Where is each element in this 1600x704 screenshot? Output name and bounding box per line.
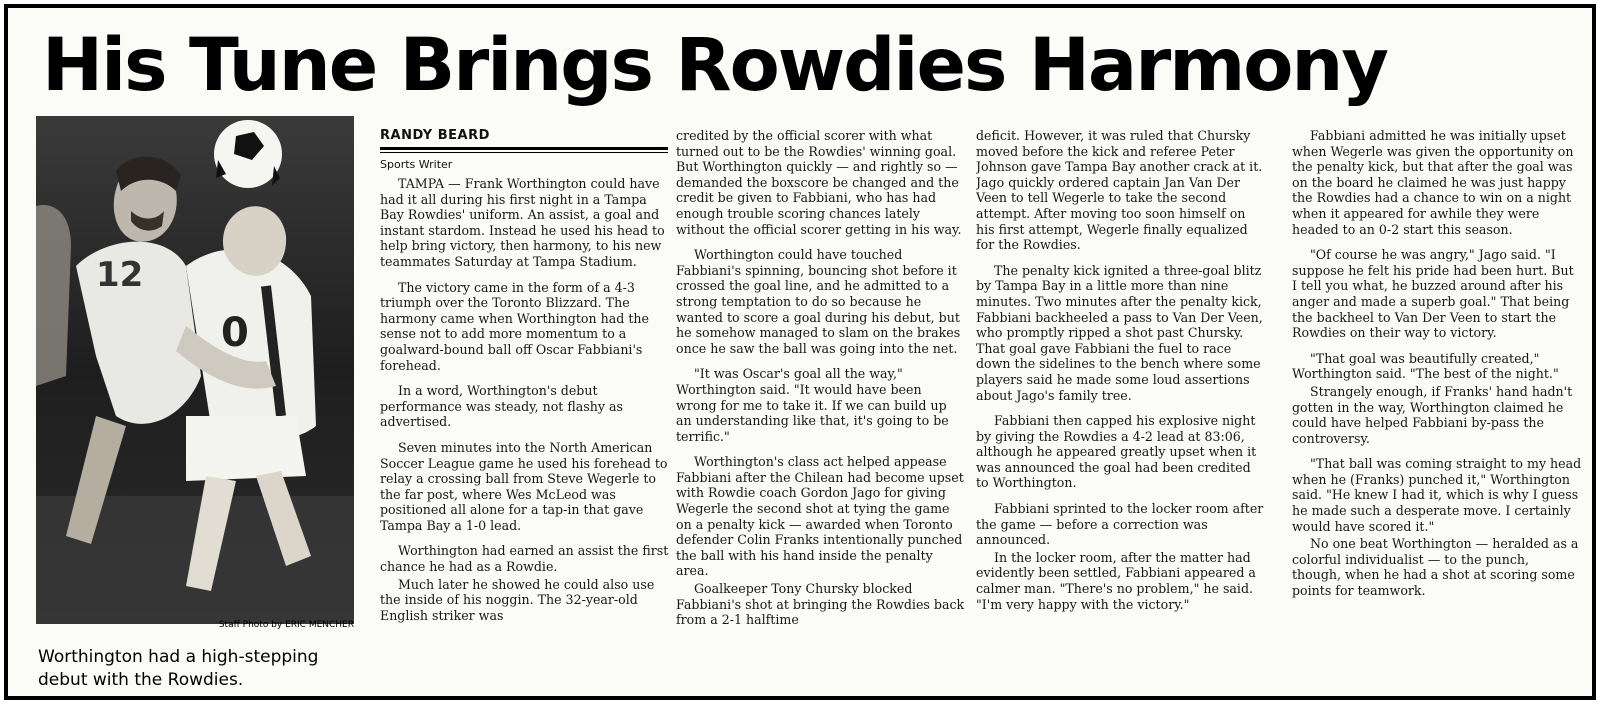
paragraph: Goalkeeper Tony Chursky blocked Fabbiani's shot at bringing the Rowdies back from a 2-1 halftime: [676, 581, 965, 628]
newspaper-clipping: [4, 4, 1596, 700]
article-column-1: [380, 176, 670, 696]
article-column-4: [1292, 128, 1582, 696]
paragraph: Fabbiani sprinted to the locker room after the game — before a correction was announced.: [976, 501, 1264, 548]
photo-caption: Worthington had a high-stepping debut with the Rowdies.: [38, 647, 319, 690]
paragraph: In the locker room, after the matter had evidently been settled, Fabbiani appeared a calmer man. "There's no problem," he said. "I'm very happy with the victory.": [976, 549, 1256, 612]
paragraph: credited by the official scorer with what turned out to be the Rowdies' winning goal. But Worthington quickly — and rightly so — demanded the boxscore be changed and the credit be given to Fabbiani, who has had enough trouble scoring chances lately without the official scorer getting in his way.: [676, 128, 962, 237]
paragraph: Fabbiani then capped his explosive night by giving the Rowdies a 4-2 lead at 83:06, although he appeared greatly upset when it was announced the goal had been credited to Worthington.: [976, 413, 1257, 491]
paragraph: Much later he showed he could also use the inside of his noggin. The 32-year-old English striker was: [380, 576, 655, 623]
paragraph: Strangely enough, if Franks' hand hadn't gotten in the way, Worthington claimed he could have helped Fabbiani by-pass the controversy.: [1292, 383, 1573, 446]
paragraph: In a word, Worthington's debut performance was steady, not flashy as advertised.: [380, 383, 623, 430]
paragraph: Worthington's class act helped appease Fabbiani after the Chilean had become upset with Rowdie coach Gordon Jago for giving Wegerle the second shot at tying the game on a penalty kick — awarded when Toronto defender Colin Franks intentionally punched the ball with his hand inside the penalty area.: [676, 454, 964, 579]
paragraph: The penalty kick ignited a three-goal blitz by Tampa Bay in a little more than nine minutes. Two minutes after the penalty kick, Fabbiani backheeled a pass to Van Der Veen, who promptly ripped a shot past Chursky. That goal gave Fabbiani the fuel to race down the sidelines to the bench where some players said he made some loud assertions about Jago's family tree.: [976, 262, 1263, 403]
paragraph: Worthington had earned an assist the first chance he had as a Rowdie.: [380, 543, 669, 575]
article-column-2: [676, 128, 966, 696]
paragraph: No one beat Worthington — heralded as a colorful individualist — to the punch, though, when he had a shot at scoring some points for teamwork.: [1292, 536, 1579, 599]
byline-rule-thin: [380, 152, 668, 153]
soccer-action-photo: [36, 116, 354, 624]
paragraph: Seven minutes into the North American Soccer League game he used his forehead to relay a crossing ball from Steve Wegerle to the far post, where Wes McLeod was positioned all alone for a tap-in that gave Tampa Bay a 1-0 lead.: [380, 439, 668, 533]
paragraph: deficit. However, it was ruled that Chursky moved before the kick and referee Peter Johnson gave Tampa Bay another crack at it. Jago quickly ordered captain Jan Van Der Veen to tell Wegerle to take the second attempt. After moving too soon himself on his first attempt, Wegerle finally equalized for the Rowdies.: [976, 128, 1263, 253]
paragraph: "It was Oscar's goal all the way," Worthington said. "It would have been wrong for me to take it. If we can build up an understanding like that, it's going to be terrific.": [676, 366, 949, 444]
article-column-3: [976, 128, 1266, 696]
paragraph: "Of course he was angry," Jago said. "I suppose he felt his pride had been hurt. But I tell you what, he buzzed around after his anger and made a superb goal." That being the backheel to Van Der Veen to start the Rowdies on their way to victory.: [1292, 247, 1574, 341]
byline-rule: [380, 147, 668, 150]
photo-illustration: [36, 116, 354, 624]
paragraph: "That ball was coming straight to my head when he (Franks) punched it," Worthington said. "He knew I had it, which is why I guess he made such a desperate move. I certainly would have scored it.": [1292, 456, 1582, 534]
svg-text:0: 0: [221, 310, 249, 356]
svg-text:12: 12: [96, 255, 144, 295]
paragraph: TAMPA — Frank Worthington could have had it all during his first night in a Tampa Bay Rowdies' uniform. An assist, a goal and instant stardom. Instead he used his head to help bring victory, then harmony, to his new teammates Saturday at Tampa Stadium.: [380, 176, 665, 269]
byline-role: Sports Writer: [380, 158, 453, 171]
byline-author: RANDY BEARD: [380, 128, 490, 143]
paragraph: Worthington could have touched Fabbiani's spinning, bouncing shot before it crossed the goal line, and he admitted to a strong temptation to do so because he wanted to score a goal during his debut, but he somehow managed to slam on the brakes once he saw the ball was going into the net.: [676, 247, 961, 356]
headline: His Tune Brings Rowdies Harmony: [42, 23, 1387, 108]
paragraph: The victory came in the form of a 4-3 triumph over the Toronto Blizzard. The harmony came when Worthington had the sense not to add more momentum to a goalward-bound ball off Oscar Fabbiani's forehead.: [380, 279, 649, 373]
paragraph: "That goal was beautifully created," Worthington said. "The best of the night.": [1292, 350, 1559, 382]
paragraph: Fabbiani admitted he was initially upset when Wegerle was given the opportunity on the penalty kick, but that after the goal was on the board he claimed he was just happy the Rowdies had a chance to win on a night when it appeared for awhile they were headed to an 0-2 start this season.: [1292, 128, 1574, 237]
photo-credit: Staff Photo by ERIC MENCHER: [218, 620, 354, 630]
